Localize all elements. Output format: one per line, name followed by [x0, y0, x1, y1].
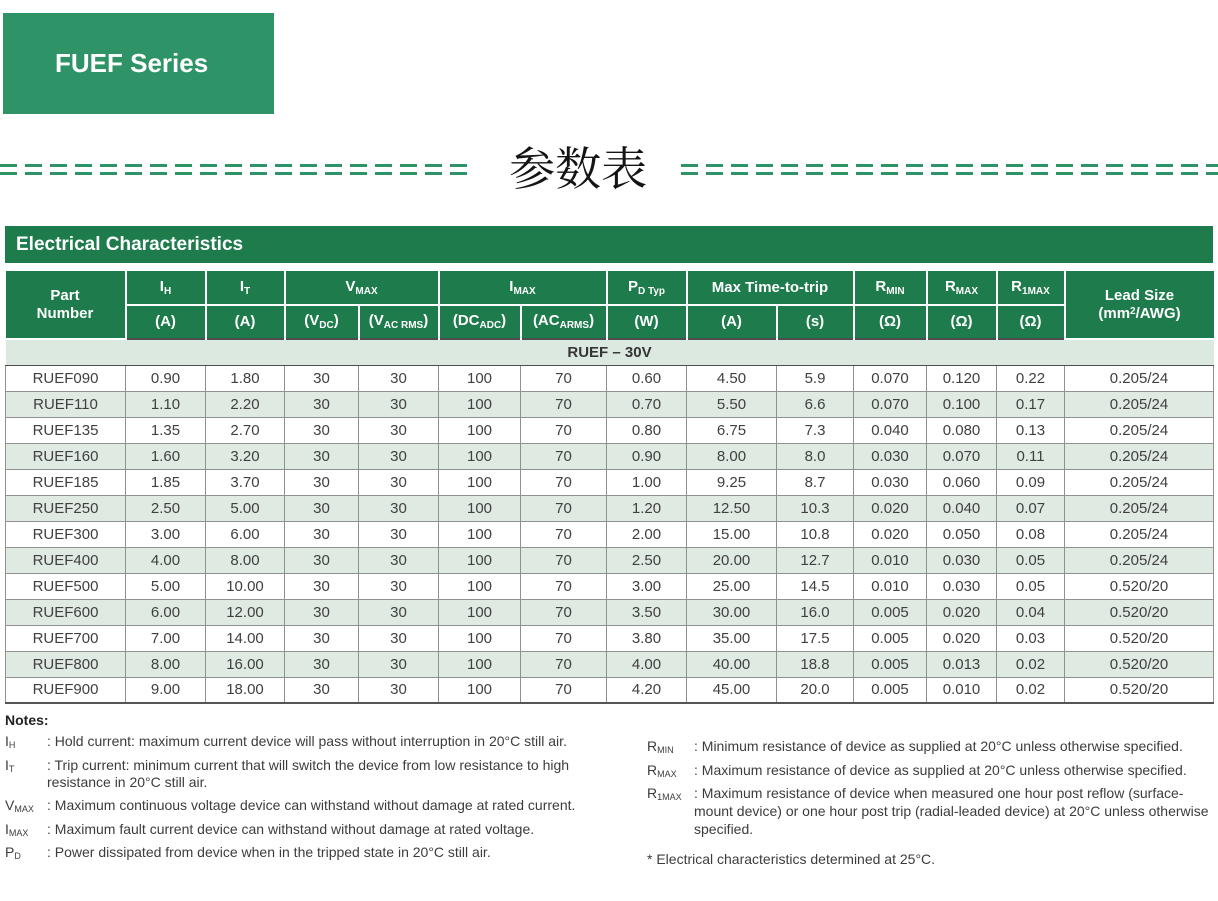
table-cell: 2.70 — [206, 417, 285, 443]
table-cell: 20.0 — [777, 677, 854, 703]
col-header-r1max: $R_{1MAX}$ — [997, 271, 1065, 305]
table-cell: 0.120 — [927, 365, 997, 391]
table-cell: 3.20 — [206, 443, 285, 469]
table-cell: 0.03 — [997, 625, 1065, 651]
table-cell: 30 — [285, 599, 359, 625]
table-cell: 70 — [521, 469, 607, 495]
table-cell: 70 — [521, 417, 607, 443]
table-cell: 0.205/24 — [1065, 495, 1214, 521]
note-term: $R_{1MAX}$ — [647, 785, 682, 803]
table-cell: 0.205/24 — [1065, 443, 1214, 469]
table-cell: 30 — [359, 469, 439, 495]
table-cell: 8.0 — [777, 443, 854, 469]
table-cell: 0.205/24 — [1065, 391, 1214, 417]
table-row — [6, 521, 1214, 547]
table-cell: 5.00 — [206, 495, 285, 521]
table-cell: 9.25 — [687, 469, 777, 495]
unit-ttt-s: (s) — [777, 305, 854, 339]
col-header-pd-typ: $P_{D Typ}$ — [607, 271, 687, 305]
table-cell: RUEF400 — [6, 547, 126, 573]
table-cell: 30 — [285, 521, 359, 547]
electrical-characteristics-table — [5, 271, 1214, 704]
unit-ttt-a: (A) — [687, 305, 777, 339]
table-cell: 0.11 — [997, 443, 1065, 469]
table-cell: 17.5 — [777, 625, 854, 651]
table-cell: 20.00 — [687, 547, 777, 573]
table-cell: 100 — [439, 495, 521, 521]
table-cell: 0.13 — [997, 417, 1065, 443]
table-cell: 3.70 — [206, 469, 285, 495]
table-cell: 25.00 — [687, 573, 777, 599]
table-cell: 0.60 — [607, 365, 687, 391]
group-band — [6, 339, 1214, 365]
table-cell: 3.80 — [607, 625, 687, 651]
table-cell: 0.005 — [854, 599, 927, 625]
table-cell: 2.50 — [126, 495, 206, 521]
table-cell: 30 — [285, 495, 359, 521]
unit-vacrms: $(V_{AC RMS})$ — [359, 305, 439, 339]
title-row — [0, 140, 1218, 198]
table-cell: RUEF800 — [6, 651, 126, 677]
table-cell: 10.3 — [777, 495, 854, 521]
table-cell: 0.05 — [997, 573, 1065, 599]
table-cell: 0.020 — [927, 625, 997, 651]
table-cell: RUEF110 — [6, 391, 126, 417]
table-cell: 100 — [439, 677, 521, 703]
table-cell: 30 — [285, 547, 359, 573]
table-cell: 6.6 — [777, 391, 854, 417]
table-cell: 45.00 — [687, 677, 777, 703]
section-header-label: Electrical Characteristics — [16, 233, 244, 255]
table-cell: 0.520/20 — [1065, 677, 1214, 703]
unit-w: (W) — [607, 305, 687, 339]
note-text: : Minimum resistance of device as supplied at 20°C unless otherwise specified. — [694, 738, 1183, 754]
table-cell: 0.05 — [997, 547, 1065, 573]
group-row — [6, 339, 1214, 365]
table-cell: 70 — [521, 495, 607, 521]
table-cell: 30 — [285, 443, 359, 469]
table-cell: 30 — [285, 625, 359, 651]
table-cell: 0.070 — [927, 443, 997, 469]
notes-right-list — [647, 738, 1213, 839]
table-cell: 0.030 — [854, 469, 927, 495]
table-cell: 100 — [439, 443, 521, 469]
table-cell: 30 — [359, 365, 439, 391]
table-cell: 6.75 — [687, 417, 777, 443]
table-row — [6, 677, 1214, 703]
table-cell: 12.7 — [777, 547, 854, 573]
table-cell: 0.060 — [927, 469, 997, 495]
table-cell: 70 — [521, 443, 607, 469]
table-cell: 30.00 — [687, 599, 777, 625]
table-cell: 30 — [285, 677, 359, 703]
table-cell: 0.050 — [927, 521, 997, 547]
note-text: : Maximum resistance of device when measured one hour post reflow (surface-mount device) or one hour post trip (radial-leaded device) at 20°C unless otherwise specified. — [694, 785, 1209, 837]
unit-rmax-ohm: (Ω) — [927, 305, 997, 339]
table-cell: 12.50 — [687, 495, 777, 521]
table-cell: 0.040 — [854, 417, 927, 443]
table-cell: 35.00 — [687, 625, 777, 651]
note-text: : Power dissipated from device when in the tripped state in 20°C still air. — [47, 844, 491, 861]
note-term: $P_D$ — [5, 844, 21, 862]
table-cell: 100 — [439, 599, 521, 625]
table-cell: 18.8 — [777, 651, 854, 677]
group-label: RUEF – 30V — [6, 339, 1214, 365]
table-cell: RUEF090 — [6, 365, 126, 391]
table-cell: 4.00 — [126, 547, 206, 573]
table-cell: 0.020 — [854, 521, 927, 547]
table-cell: 70 — [521, 521, 607, 547]
dashed-rule-left — [0, 164, 475, 175]
table-cell: 4.20 — [607, 677, 687, 703]
table-cell: 0.205/24 — [1065, 469, 1214, 495]
table-cell: 0.070 — [854, 391, 927, 417]
col-header-ih: $I_H$ — [126, 271, 206, 305]
table-cell: 70 — [521, 391, 607, 417]
table-cell: 10.8 — [777, 521, 854, 547]
table-cell: 30 — [285, 573, 359, 599]
table-cell: 70 — [521, 651, 607, 677]
note-text: : Trip current: minimum current that will switch the device from low resistance to high resistance in 20°C still air. — [47, 756, 570, 791]
note-text: : Maximum continuous voltage device can withstand without damage at rated current. — [47, 797, 576, 814]
table-cell: 0.010 — [854, 547, 927, 573]
table-cell: 7.3 — [777, 417, 854, 443]
col-header-rmax: $R_{MAX}$ — [927, 271, 997, 305]
unit-dcadc: $(DC_{ADC})$ — [439, 305, 521, 339]
table-row — [6, 495, 1214, 521]
table-cell: 18.00 — [206, 677, 285, 703]
table-cell: RUEF250 — [6, 495, 126, 521]
table-cell: 5.00 — [126, 573, 206, 599]
table-cell: 0.520/20 — [1065, 651, 1214, 677]
table-cell: 0.020 — [854, 495, 927, 521]
table-cell: 1.60 — [126, 443, 206, 469]
unit-vdc: $(V_{DC})$ — [285, 305, 359, 339]
table-cell: 16.00 — [206, 651, 285, 677]
table-cell: RUEF900 — [6, 677, 126, 703]
table-cell: 0.070 — [854, 365, 927, 391]
table-header — [6, 271, 1214, 339]
unit-it-a: (A) — [206, 305, 285, 339]
table-cell: RUEF500 — [6, 573, 126, 599]
table-cell: 2.50 — [607, 547, 687, 573]
table-cell: RUEF700 — [6, 625, 126, 651]
table-cell: 40.00 — [687, 651, 777, 677]
table-cell: 30 — [359, 677, 439, 703]
table-cell: 8.00 — [206, 547, 285, 573]
note-item — [647, 738, 1213, 757]
notes-right-column — [633, 712, 1213, 868]
table-cell: 3.00 — [126, 521, 206, 547]
table-cell: RUEF300 — [6, 521, 126, 547]
table-cell: 0.080 — [927, 417, 997, 443]
table-cell: 3.00 — [607, 573, 687, 599]
table-body — [6, 365, 1214, 703]
table-cell: 30 — [285, 365, 359, 391]
table-cell: 0.04 — [997, 599, 1065, 625]
table-cell: 30 — [285, 651, 359, 677]
note-text: : Hold current: maximum current device will pass without interruption in 20°C still air. — [47, 733, 567, 749]
table-cell: 0.09 — [997, 469, 1065, 495]
unit-ih-a: (A) — [126, 305, 206, 339]
table-cell: RUEF135 — [6, 417, 126, 443]
note-term: $I_{MAX}$ — [5, 820, 29, 838]
note-item — [5, 821, 633, 840]
table-cell: RUEF600 — [6, 599, 126, 625]
note-item — [647, 785, 1213, 839]
note-term: $R_{MAX}$ — [647, 761, 677, 779]
table-cell: 0.80 — [607, 417, 687, 443]
series-badge — [3, 13, 274, 114]
table-cell: 70 — [521, 573, 607, 599]
unit-rmin-ohm: (Ω) — [854, 305, 927, 339]
col-header-vmax: $V_{MAX}$ — [285, 271, 439, 305]
series-badge-label: FUEF Series — [55, 48, 209, 78]
table-cell: 1.80 — [206, 365, 285, 391]
col-header-lead-size: Lead Size $(mm^2/AWG)$ — [1065, 271, 1214, 339]
table-cell: 30 — [359, 599, 439, 625]
note-term: $I_H$ — [5, 733, 16, 750]
table-cell: 6.00 — [126, 599, 206, 625]
table-cell: 30 — [285, 469, 359, 495]
table-cell: 0.040 — [927, 495, 997, 521]
notes-left-list — [5, 733, 633, 863]
notes-left-column — [5, 712, 633, 868]
table-cell: 9.00 — [126, 677, 206, 703]
table-cell: RUEF185 — [6, 469, 126, 495]
table-cell: 14.00 — [206, 625, 285, 651]
table-cell: 0.205/24 — [1065, 547, 1214, 573]
table-cell: 0.07 — [997, 495, 1065, 521]
table-row — [6, 651, 1214, 677]
table-cell: 0.90 — [126, 365, 206, 391]
table-row — [6, 443, 1214, 469]
table-row — [6, 573, 1214, 599]
col-header-part-number: Part Number — [6, 271, 126, 339]
note-item — [5, 844, 633, 863]
table-cell: 100 — [439, 417, 521, 443]
notes-heading: Notes: — [5, 712, 49, 728]
table-cell: 100 — [439, 365, 521, 391]
col-header-imax: $I_{MAX}$ — [439, 271, 607, 305]
col-header-it: $I_T$ — [206, 271, 285, 305]
table-cell: 30 — [359, 547, 439, 573]
table-cell: 30 — [359, 625, 439, 651]
table-cell: 100 — [439, 547, 521, 573]
dashed-rule-right — [681, 164, 1218, 175]
table-cell: 0.010 — [854, 573, 927, 599]
table-cell: 30 — [359, 651, 439, 677]
table-cell: 0.030 — [927, 573, 997, 599]
table-cell: 8.00 — [126, 651, 206, 677]
note-item — [5, 733, 633, 752]
table-cell: 100 — [439, 469, 521, 495]
table-cell: 0.520/20 — [1065, 599, 1214, 625]
table-cell: 0.020 — [927, 599, 997, 625]
page-title: 参数表 — [509, 142, 648, 196]
table-cell: 5.9 — [777, 365, 854, 391]
table-cell: 2.20 — [206, 391, 285, 417]
table-row — [6, 547, 1214, 573]
table-cell: 0.90 — [607, 443, 687, 469]
notes-section — [5, 712, 1213, 868]
table-cell: 15.00 — [687, 521, 777, 547]
table-cell: 2.00 — [607, 521, 687, 547]
table-cell: 30 — [359, 573, 439, 599]
table-cell: 0.22 — [997, 365, 1065, 391]
table-cell: 10.00 — [206, 573, 285, 599]
table-cell: 1.10 — [126, 391, 206, 417]
table-cell: 16.0 — [777, 599, 854, 625]
unit-acarms: $(AC_{ARMS})$ — [521, 305, 607, 339]
table-cell: 0.70 — [607, 391, 687, 417]
table-cell: 0.010 — [927, 677, 997, 703]
section-header — [5, 226, 1213, 263]
table-cell: 8.00 — [687, 443, 777, 469]
table-cell: 1.35 — [126, 417, 206, 443]
table-cell: 4.50 — [687, 365, 777, 391]
table-row — [6, 625, 1214, 651]
table-row — [6, 469, 1214, 495]
table-cell: 0.205/24 — [1065, 365, 1214, 391]
note-item — [5, 797, 633, 816]
note-term: $I_T$ — [5, 756, 15, 774]
note-term: $V_{MAX}$ — [5, 797, 34, 815]
table-cell: 1.00 — [607, 469, 687, 495]
table-row — [6, 417, 1214, 443]
table-cell: 0.02 — [997, 677, 1065, 703]
note-item — [647, 762, 1213, 781]
unit-r1max-ohm: (Ω) — [997, 305, 1065, 339]
table-cell: 8.7 — [777, 469, 854, 495]
table-cell: 6.00 — [206, 521, 285, 547]
table-cell: 70 — [521, 625, 607, 651]
table-cell: 30 — [359, 417, 439, 443]
table-cell: 0.013 — [927, 651, 997, 677]
table-cell: 4.00 — [607, 651, 687, 677]
table-row — [6, 391, 1214, 417]
table-cell: 12.00 — [206, 599, 285, 625]
table-cell: 30 — [359, 443, 439, 469]
table-cell: 3.50 — [607, 599, 687, 625]
table-cell: 0.205/24 — [1065, 417, 1214, 443]
table-cell: 0.17 — [997, 391, 1065, 417]
table-cell: 30 — [285, 391, 359, 417]
table-cell: 30 — [359, 495, 439, 521]
table-cell: 30 — [285, 417, 359, 443]
table-cell: 70 — [521, 365, 607, 391]
table-cell: 0.02 — [997, 651, 1065, 677]
table-cell: 0.08 — [997, 521, 1065, 547]
table-cell: 100 — [439, 651, 521, 677]
footnote: * Electrical characteristics determined at 25°C. — [647, 850, 936, 867]
table-cell: 7.00 — [126, 625, 206, 651]
col-header-rmin: $R_{MIN}$ — [854, 271, 927, 305]
table-cell: 30 — [359, 521, 439, 547]
table-cell: 14.5 — [777, 573, 854, 599]
table-cell: 0.520/20 — [1065, 573, 1214, 599]
table-row — [6, 599, 1214, 625]
table-cell: 100 — [439, 391, 521, 417]
table-cell: 1.85 — [126, 469, 206, 495]
table-cell: 70 — [521, 677, 607, 703]
table-cell: 100 — [439, 625, 521, 651]
note-term: $R_{MIN}$ — [647, 738, 674, 755]
table-cell: 70 — [521, 599, 607, 625]
table-cell: 70 — [521, 547, 607, 573]
table-cell: 100 — [439, 521, 521, 547]
table-cell: 100 — [439, 573, 521, 599]
table-cell: 0.030 — [854, 443, 927, 469]
table-cell: 0.005 — [854, 677, 927, 703]
table-cell: RUEF160 — [6, 443, 126, 469]
table-cell: 0.100 — [927, 391, 997, 417]
table-cell: 0.005 — [854, 625, 927, 651]
table-cell: 0.005 — [854, 651, 927, 677]
table-cell: 5.50 — [687, 391, 777, 417]
table-cell: 0.520/20 — [1065, 625, 1214, 651]
table-cell: 1.20 — [607, 495, 687, 521]
table-row — [6, 365, 1214, 391]
table-cell: 30 — [359, 391, 439, 417]
col-header-max-time-to-trip: Max Time-to-trip — [687, 271, 854, 305]
note-item — [5, 757, 633, 793]
table-cell: 0.030 — [927, 547, 997, 573]
note-text: : Maximum fault current device can withstand without damage at rated voltage. — [47, 820, 535, 837]
table-cell: 0.205/24 — [1065, 521, 1214, 547]
note-text: : Maximum resistance of device as supplied at 20°C unless otherwise specified. — [694, 761, 1187, 778]
